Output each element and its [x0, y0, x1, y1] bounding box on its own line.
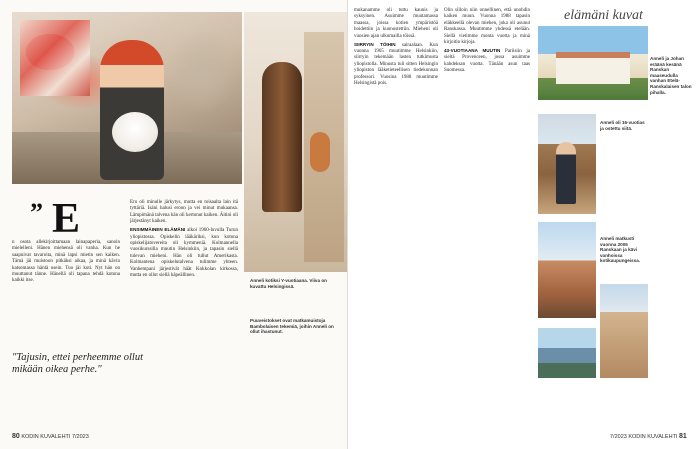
room-photo	[244, 12, 348, 272]
quote-mark: ”	[30, 198, 43, 227]
left-col-2	[130, 200, 238, 281]
right-col1-text: mukanamme oli tuttu kaunis ja syksyinen. Asuimme muutamassa maassa, joissa kotien ympäristöä hoidettiin ja kunnostettiin. Mieheni oli vuosien ajan ulkomailla töissä.	[354, 8, 438, 39]
woman-figure	[100, 40, 164, 180]
left-publication: KODIN KUVALEHTI 7/2023	[21, 434, 89, 440]
main-photo	[12, 12, 242, 184]
pull-quote	[12, 352, 152, 376]
right-col-2	[444, 8, 530, 76]
left-col1-text: n osota allekirjoittamaan lainapaperia, sanoin mielelleni. Hänen miehensä oli vanha. Kun he saapuivat tavaroita, minä lapsi mietin sen kaiken. Tämä jäi muistoon pitkäksi aikaa, ja minä kävin katsomassa häntä usein. Tuo jäi koti. Nyt hän on muuttanut tänne. Hänellä oli tapana tehdä kotona kaikki itse.	[12, 240, 120, 284]
left-caption-2: Puuveistokset ovat matkamuistoja Bambolaisen tekemiä, joihin Anneli on ollut ihastunut.	[250, 318, 334, 335]
right-caption-1: Anneli ja Johan eräänä kesänä Ranskan maaseudulla vanhan Etelä-Ranskalaisen talon pihalla.	[650, 56, 692, 95]
vase	[310, 132, 330, 172]
section-title: elämäni kuvat	[564, 8, 643, 23]
right-col1-text2: sairaalaan. Kun vuonna 1965 muutimme Helsinkiin, siirryin tekemään lasten tutkimusta yliopistolla. Minusta tuli sitten Helsingin yliopiston lääketieteellisen tiedekunnan professori. Vuosina 1988 muutimme Helsingistä pois.	[354, 42, 438, 87]
right-footer	[610, 433, 687, 440]
dropcap: E	[52, 196, 81, 242]
sculpture	[262, 62, 302, 212]
right-page	[348, 0, 696, 449]
left-col2-text: alkoi 1960-luvulla Turun yliopistossa. Opiskelin lääkäriksi, kun kotona opiskelijatovereita oli kymmeniä. Kolmannella vuosikurssilla muutin Helsinkiin, ja tapasin siellä tulevan mieheni. Hän oli tullut Amerikasta. Kolmantena opiskelutalvena tulimme yhteen. Vanhempani järjestivät häät Kokkolan kirkossa, mutta en ollut siellä häpeällinen.	[130, 228, 238, 279]
portrait-figure	[556, 142, 576, 204]
village-photo	[600, 284, 648, 378]
villa-photo	[538, 26, 648, 100]
left-col2-sub: ENSIMMÄINEN ELÄMÄNI	[130, 227, 186, 233]
painting	[20, 20, 90, 96]
right-col2-sub: 43-VUOTIAANA MUUTIN	[444, 48, 501, 54]
right-page-number: 81	[678, 433, 687, 440]
river-photo	[538, 328, 596, 378]
right-col2-text2: Pariisiin ja sieltä Provenceen, jossa asuimme kahdeksan vuotta. Tänään asun taas Suomessa.	[444, 49, 531, 74]
right-col-1	[354, 8, 438, 89]
right-col1-sub: SIIRRYIN TÖIHIN	[354, 41, 396, 47]
left-col-1	[12, 240, 120, 286]
dog-figure	[112, 112, 158, 152]
right-publication: 7/2023 KODIN KUVALEHTI	[610, 434, 678, 440]
pull-quote-text: "Tajusin, ettei perheemme ollut mikään oikea perhe."	[12, 352, 143, 375]
portrait-photo	[538, 114, 596, 214]
right-caption-3: Anneli matkusti vuonna 2005 Ranskaan ja kävi vanhoissa kotikaupungeissa.	[600, 236, 641, 264]
left-page-number: 80	[12, 433, 20, 440]
left-footer	[12, 433, 89, 440]
left-col2-intro: Ero oli minulle järkytys, mutta en toisaalta lain itä tyttäriä. Isäni halusi eroon ja vei minut mukaansa. Lämpimänä talvena hän oli kertonut kaiken. Äitini oli järjestänyt kaiken.	[130, 200, 238, 225]
right-col2-text: Olin silloin niin onnellinen, että unohdin kaiken muun. Vuonna 1988 tapasin eläkkeellä olevan miehen, joka oli asunut Ranskassa. Muutimme yhdessä etelään. Siellä vietimme monta vuotta ja minä kirjoitin kirjoja.	[444, 8, 530, 46]
right-caption-2: Anneli oli 16-vuotias ja ostettu siitä.	[600, 120, 645, 131]
left-caption-1: Anneli kotiksi Y-vuotiaana. Viiva on kuvattu Helsingissä.	[250, 278, 327, 289]
villa-house	[556, 52, 630, 84]
town-photo	[538, 222, 596, 318]
